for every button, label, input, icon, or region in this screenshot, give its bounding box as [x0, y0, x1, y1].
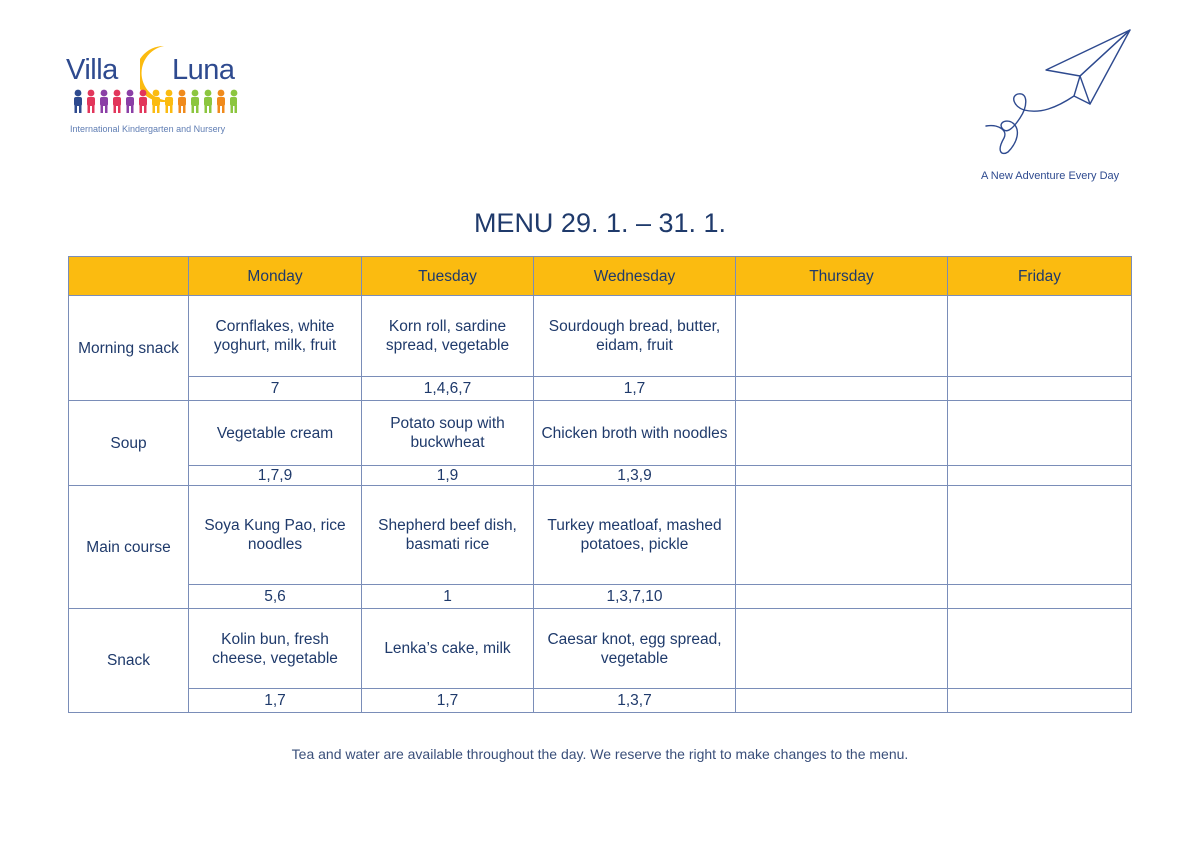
logo-word-luna: Luna	[172, 54, 235, 86]
allergen-cell	[736, 377, 948, 401]
food-cell	[736, 486, 948, 585]
meal-label: Soup	[69, 401, 189, 486]
food-cell: Potato soup with buckwheat	[362, 401, 534, 466]
food-cell: Chicken broth with noodles	[534, 401, 736, 466]
allergen-cell: 5,6	[189, 585, 362, 609]
allergen-cell: 1,7,9	[189, 466, 362, 486]
day-header-wednesday: Wednesday	[534, 257, 736, 296]
food-cell: Sourdough bread, butter, eidam, fruit	[534, 296, 736, 377]
menu-table	[68, 256, 1132, 713]
allergen-cell	[736, 466, 948, 486]
day-header-tuesday: Tuesday	[362, 257, 534, 296]
logo-tagline: International Kindergarten and Nursery	[70, 124, 226, 134]
meal-label: Morning snack	[69, 296, 189, 401]
food-cell	[736, 401, 948, 466]
day-header-friday: Friday	[948, 257, 1132, 296]
meal-label: Main course	[69, 486, 189, 609]
allergen-cell: 1,3,9	[534, 466, 736, 486]
food-cell: Korn roll, sardine spread, vegetable	[362, 296, 534, 377]
allergen-cell	[948, 377, 1132, 401]
food-cell: Kolin bun, fresh cheese, vegetable	[189, 609, 362, 689]
footer-note: Tea and water are available throughout the day. We reserve the right to make changes to the menu.	[291, 746, 909, 762]
food-cell	[948, 486, 1132, 585]
allergen-cell	[948, 689, 1132, 713]
allergen-cell: 1,4,6,7	[362, 377, 534, 401]
allergen-cell: 1,7	[189, 689, 362, 713]
food-cell	[948, 296, 1132, 377]
food-cell: Lenka’s cake, milk	[362, 609, 534, 689]
meal-row	[69, 486, 1132, 585]
villa-luna-logo	[66, 44, 246, 140]
allergen-cell	[948, 585, 1132, 609]
day-header-thursday: Thursday	[736, 257, 948, 296]
allergen-cell: 1	[362, 585, 534, 609]
food-cell: Turkey meatloaf, mashed potatoes, pickle	[534, 486, 736, 585]
food-cell: Cornflakes, white yoghurt, milk, fruit	[189, 296, 362, 377]
allergen-cell: 1,9	[362, 466, 534, 486]
corner-cell	[69, 257, 189, 296]
meal-row	[69, 609, 1132, 689]
allergen-cell	[736, 585, 948, 609]
meal-row	[69, 296, 1132, 377]
food-cell	[948, 401, 1132, 466]
food-cell	[948, 609, 1132, 689]
allergen-cell: 1,3,7	[534, 689, 736, 713]
food-cell	[736, 296, 948, 377]
allergen-row	[69, 585, 1132, 609]
food-cell: Vegetable cream	[189, 401, 362, 466]
allergen-row	[69, 689, 1132, 713]
paper-plane-icon	[978, 26, 1138, 161]
allergen-cell: 1,7	[362, 689, 534, 713]
meal-label: Snack	[69, 609, 189, 713]
food-cell: Caesar knot, egg spread, vegetable	[534, 609, 736, 689]
slogan-text: A New Adventure Every Day	[981, 170, 1120, 182]
food-cell	[736, 609, 948, 689]
header-row	[69, 257, 1132, 296]
allergen-cell: 1,7	[534, 377, 736, 401]
meal-row	[69, 401, 1132, 466]
allergen-cell: 1,3,7,10	[534, 585, 736, 609]
children-row-icon	[72, 88, 238, 116]
food-cell: Shepherd beef dish, basmati rice	[362, 486, 534, 585]
allergen-cell	[948, 466, 1132, 486]
allergen-cell	[736, 689, 948, 713]
day-header-monday: Monday	[189, 257, 362, 296]
food-cell: Soya Kung Pao, rice noodles	[189, 486, 362, 585]
logo-word-villa: Villa	[66, 54, 118, 86]
allergen-row	[69, 466, 1132, 486]
allergen-row	[69, 377, 1132, 401]
page-title: MENU 29. 1. – 31. 1.	[473, 208, 727, 238]
allergen-cell: 7	[189, 377, 362, 401]
